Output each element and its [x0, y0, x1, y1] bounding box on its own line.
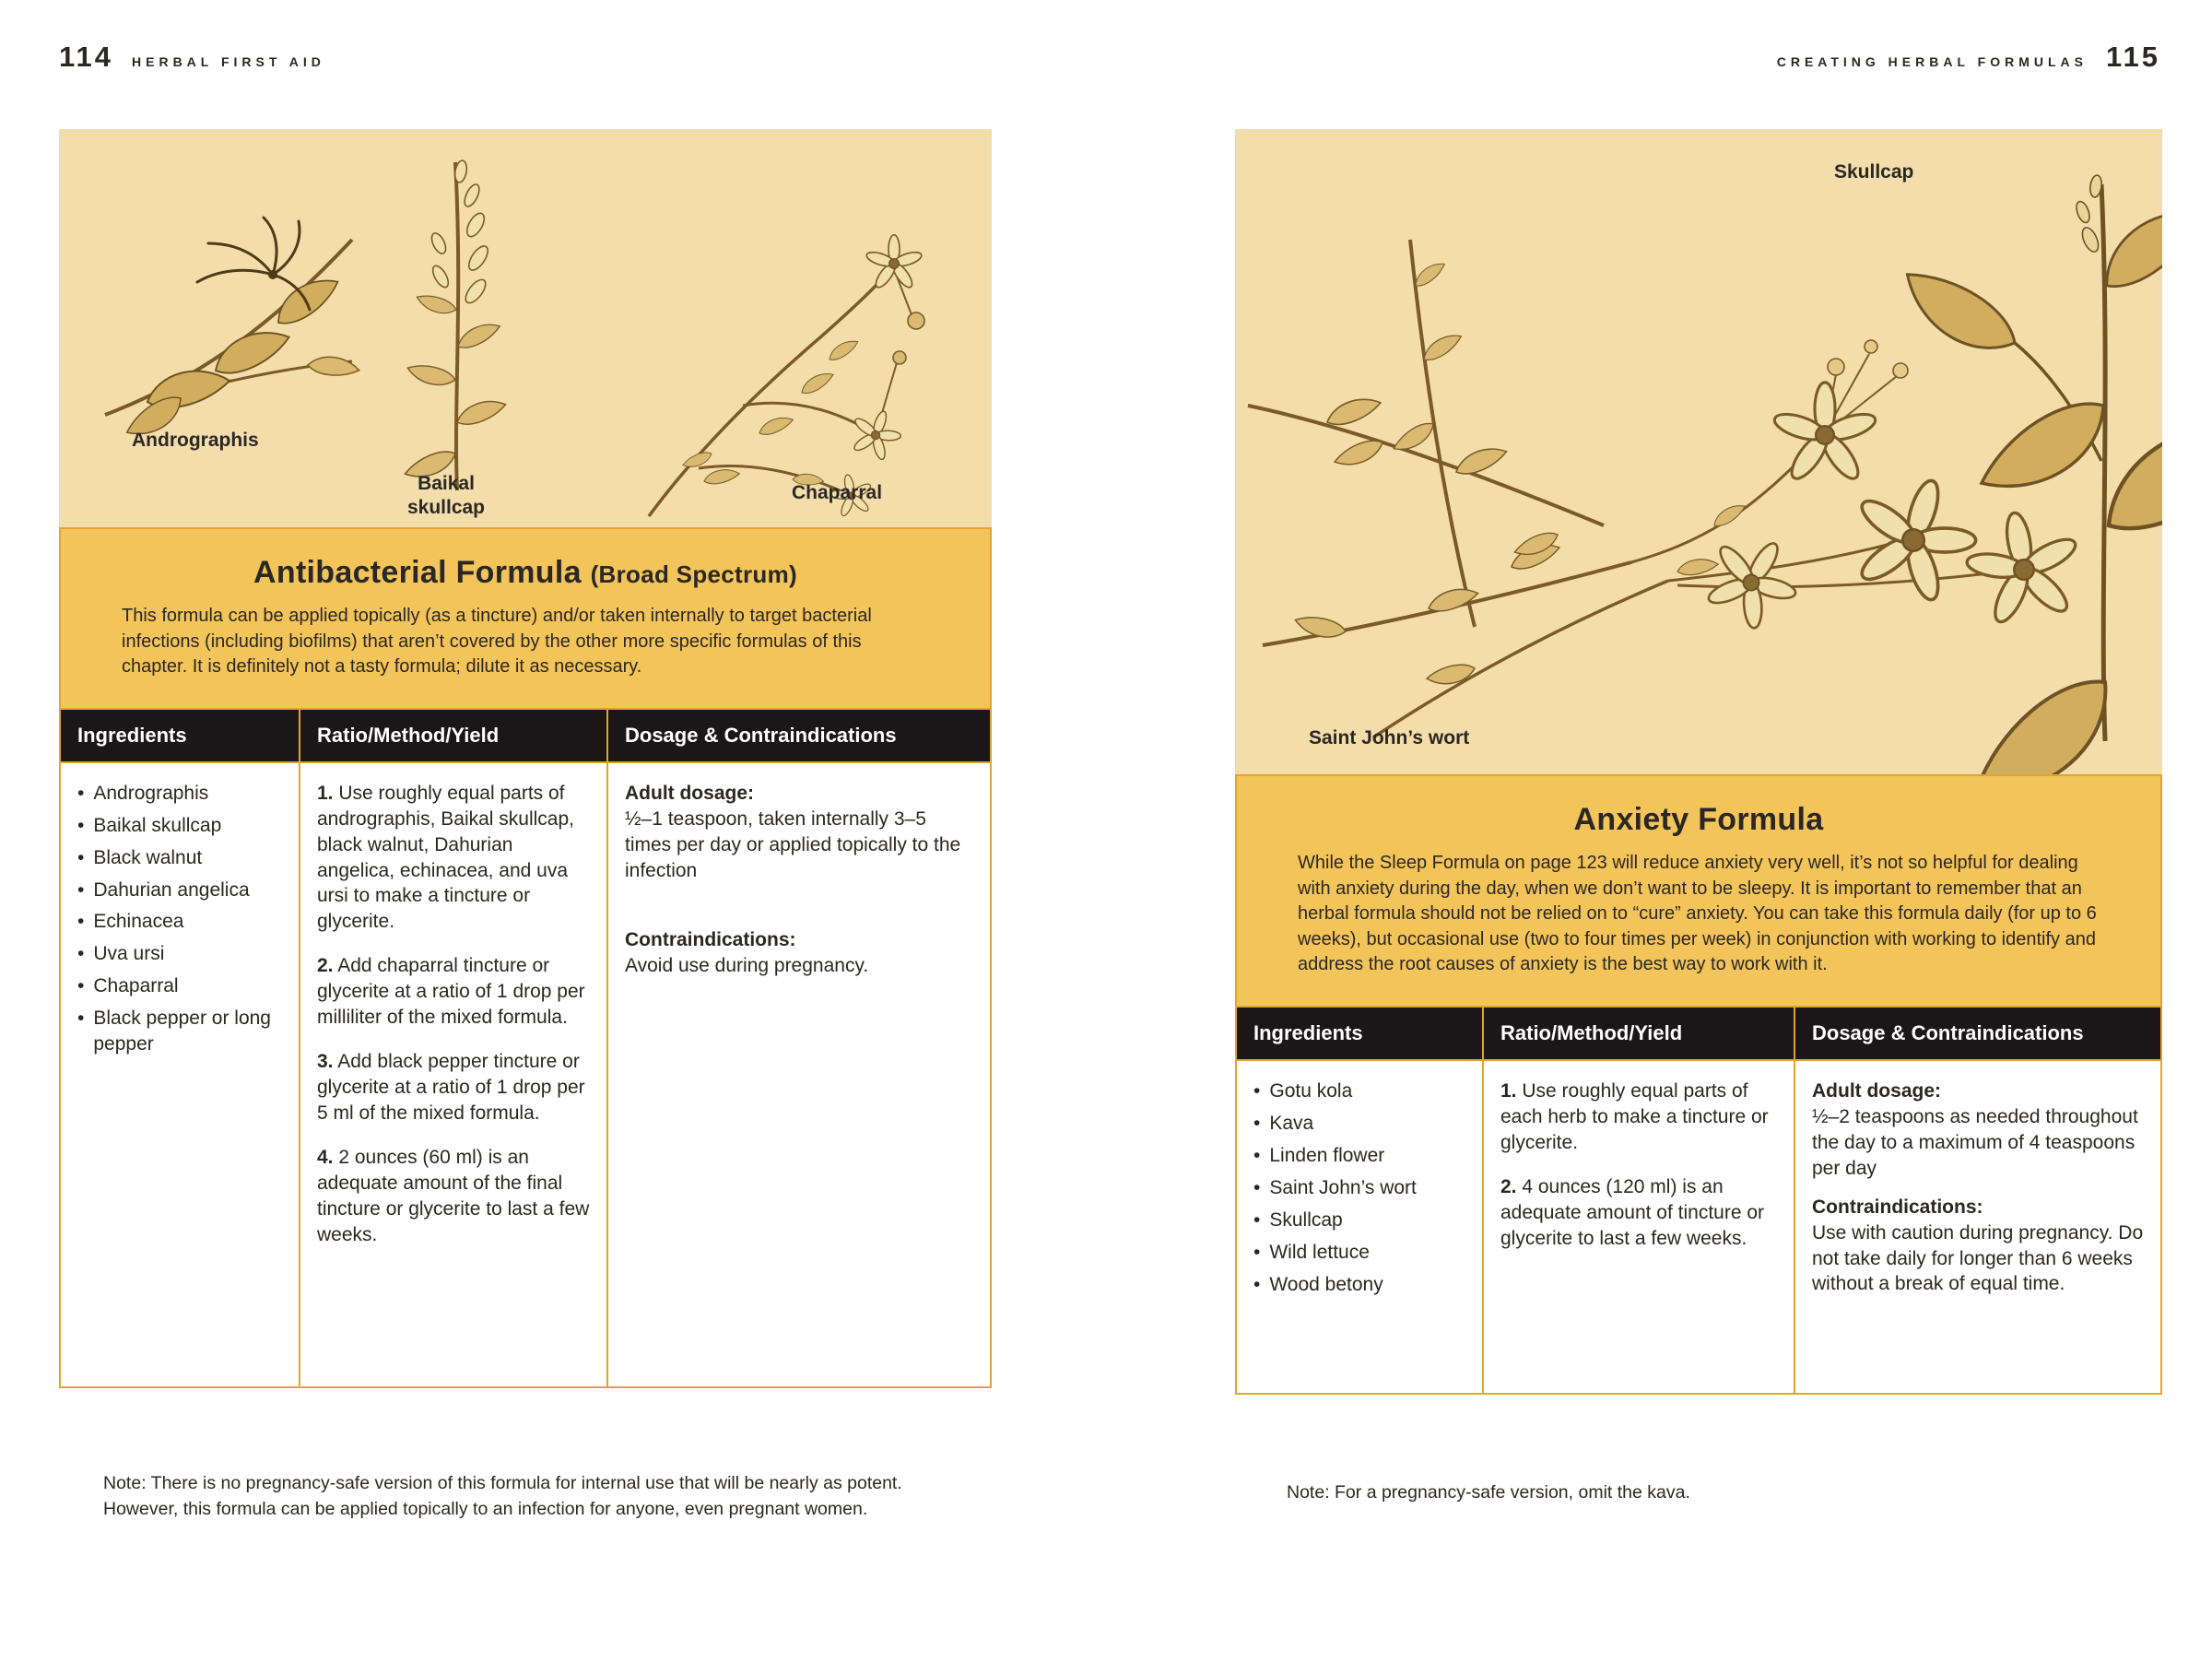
- anxiety-formula-card: [1235, 129, 2162, 1395]
- step-text: Use roughly equal parts of andrographis, Baikal skullcap, black walnut, Dahurian angelica, echinacea, and uva ursi to make a tincture or glycerite.: [317, 782, 574, 933]
- dosage-cell-left: [608, 763, 990, 1386]
- botanical-art-right: [1235, 129, 2162, 774]
- bullet-glyph: •: [77, 943, 85, 965]
- ingredient-item: [1253, 1079, 1465, 1104]
- page-number-left: 114: [59, 41, 114, 73]
- ingredient-item: [77, 941, 282, 967]
- contraindications-text: Use with caution during pregnancy. Do not take daily for longer than 6 weeks without a break of equal time.: [1812, 1221, 2144, 1295]
- formula-title-left: Antibacterial Formula (Broad Spectrum): [253, 555, 797, 590]
- ingredient-item: [77, 845, 282, 871]
- adult-dosage-text: ½–1 teaspoon, taken internally 3–5 times per day or applied topically to the infection: [625, 807, 961, 881]
- table-body-left: [61, 763, 990, 1386]
- ingredient-item: [77, 973, 282, 999]
- step-text: Use roughly equal parts of each herb to make a tincture or glycerite.: [1500, 1079, 1769, 1153]
- ingredients-cell-right: [1237, 1061, 1482, 1393]
- formula-subtitle-left: (Broad Spectrum): [590, 560, 797, 588]
- ingredient-item: [77, 909, 282, 935]
- label-baikal-skullcap: Baikal skullcap: [406, 473, 486, 519]
- bullet-glyph: •: [1253, 1079, 1261, 1102]
- ingredient-item: [1253, 1175, 1465, 1201]
- contraindications-text: Avoid use during pregnancy.: [625, 955, 869, 977]
- step-number: 1.: [1500, 1079, 1517, 1102]
- table-body-right: [1237, 1061, 2160, 1393]
- ingredient-label: Dahurian angelica: [93, 878, 250, 901]
- adult-dosage-label: Adult dosage:: [625, 782, 754, 804]
- label-andrographis: Andrographis: [132, 430, 259, 451]
- ingredient-label: Black walnut: [93, 846, 203, 868]
- method-step: [317, 781, 590, 936]
- page-header-left: [59, 41, 325, 74]
- step-number: 2.: [1500, 1175, 1517, 1197]
- ingredient-label: Wood betony: [1269, 1273, 1383, 1295]
- ingredient-item: [77, 878, 282, 903]
- botanical-art-left: [59, 129, 992, 527]
- formula-intro-right: [1235, 774, 2162, 1006]
- chaparral-art: [649, 235, 924, 520]
- ingredient-item: [77, 813, 282, 839]
- col-header-ingredients: Ingredients: [1237, 1008, 1482, 1059]
- method-step: [1500, 1079, 1777, 1156]
- label-chaparral: Chaparral: [792, 482, 883, 503]
- ingredient-item: [1253, 1208, 1465, 1233]
- table-header-row-right: [1237, 1008, 2160, 1059]
- method-step: [317, 1145, 590, 1248]
- ingredient-label: Black pepper or long pepper: [93, 1008, 271, 1055]
- ingredient-label: Skullcap: [1269, 1208, 1343, 1231]
- baikal-skullcap-art: [402, 159, 508, 490]
- label-skullcap: Skullcap: [1834, 161, 1914, 183]
- col-header-dosage: Dosage & Contraindications: [1795, 1008, 2160, 1059]
- bullet-glyph: •: [77, 1008, 85, 1030]
- ingredient-item: [1253, 1143, 1465, 1169]
- page-header-right: [1777, 41, 2160, 74]
- contraindications-label: Contraindications:: [625, 929, 796, 951]
- step-text: Add black pepper tincture or glycerite at a ratio of 1 drop per 5 ml of the mixed formula.: [317, 1051, 585, 1124]
- bullet-glyph: •: [77, 782, 85, 804]
- ingredient-label: Linden flower: [1269, 1144, 1385, 1166]
- label-saint-johns-wort: Saint John’s wort: [1309, 727, 1470, 748]
- formula-intro-left: [59, 527, 992, 708]
- ingredient-label: Echinacea: [93, 911, 184, 933]
- page-number-right: 115: [2105, 41, 2160, 73]
- footnote-right: Note: For a pregnancy-safe version, omit the kava.: [1287, 1482, 1690, 1503]
- ingredient-label: Wild lettuce: [1269, 1241, 1370, 1263]
- botanical-illustration-left: [59, 129, 992, 527]
- bullet-glyph: •: [1253, 1273, 1261, 1295]
- step-number: 4.: [317, 1146, 334, 1168]
- footnote-left: Note: There is no pregnancy-safe version of this formula for internal use that will be nearly as potent. However, this formula can be applied topically to an infection for anyone, even pregnant women.: [103, 1473, 902, 1519]
- ingredient-item: [77, 1006, 282, 1057]
- method-step: [1500, 1174, 1777, 1252]
- running-head-left: HERBAL FIRST AID: [132, 54, 325, 69]
- ingredient-label: Gotu kola: [1269, 1079, 1353, 1102]
- ingredient-label: Saint John’s wort: [1269, 1176, 1417, 1198]
- ingredient-item: [1253, 1272, 1465, 1298]
- table-header-row-left: [61, 710, 990, 761]
- contraindications-label: Contraindications:: [1812, 1196, 1983, 1218]
- bullet-glyph: •: [1253, 1208, 1261, 1231]
- formula-table-left: [59, 708, 992, 1388]
- bullet-glyph: •: [1253, 1112, 1261, 1134]
- ingredient-label: Uva ursi: [93, 943, 165, 965]
- formula-table-right: [1235, 1006, 2162, 1395]
- method-cell-right: [1484, 1061, 1794, 1393]
- bullet-glyph: •: [77, 878, 85, 901]
- col-header-ingredients: Ingredients: [61, 710, 299, 761]
- bullet-glyph: •: [1253, 1144, 1261, 1166]
- bullet-glyph: •: [77, 911, 85, 933]
- ingredient-label: Baikal skullcap: [93, 814, 222, 836]
- step-number: 2.: [317, 955, 334, 977]
- adult-dosage-label: Adult dosage:: [1812, 1079, 1941, 1102]
- bullet-glyph: •: [77, 846, 85, 868]
- formula-description-right: While the Sleep Formula on page 123 will reduce anxiety very well, it’s not so helpful for dealing with anxiety during the day, when we don’t want to be sleepy. It is important to remember that an herbal formula should not be relied on to “cure” anxiety. You can take this formula daily (for up to 6 weeks), but occasional use (two to four times per week) in conjunction with working to identify and address the root causes of anxiety is the best way to work with it.: [1298, 853, 2097, 975]
- col-header-dosage: Dosage & Contraindications: [608, 710, 990, 761]
- method-step: [317, 1049, 590, 1126]
- ingredient-label: Andrographis: [93, 782, 209, 804]
- ingredient-item: [1253, 1111, 1465, 1137]
- step-text: Add chaparral tincture or glycerite at a ratio of 1 drop per milliliter of the mixed formula.: [317, 955, 585, 1029]
- ingredient-label: Chaparral: [93, 975, 179, 997]
- formula-description-left: This formula can be applied topically (as a tincture) and/or taken internally to target bacterial infections (including biofilms) that aren’t covered by the other more specific formulas of this chapter. It is definitely not a tasty formula; dilute it as necessary.: [122, 606, 872, 678]
- step-number: 1.: [317, 782, 334, 804]
- bullet-glyph: •: [1253, 1176, 1261, 1198]
- step-text: 2 ounces (60 ml) is an adequate amount of the final tincture or glycerite to last a few weeks.: [317, 1146, 590, 1245]
- dosage-cell-right: [1795, 1061, 2160, 1393]
- ingredient-item: [77, 781, 282, 807]
- botanical-illustration-right: [1235, 129, 2162, 774]
- col-header-ratio: Ratio/Method/Yield: [300, 710, 606, 761]
- bullet-glyph: •: [77, 975, 85, 997]
- adult-dosage-text: ½–2 teaspoons as needed throughout the day to a maximum of 4 teaspoons per day: [1812, 1105, 2138, 1179]
- method-cell-left: [300, 763, 606, 1386]
- ingredient-item: [1253, 1240, 1465, 1266]
- col-header-ratio: Ratio/Method/Yield: [1484, 1008, 1794, 1059]
- formula-title-right: Anxiety Formula: [1573, 802, 1824, 837]
- andrographis-art: [105, 218, 360, 444]
- bullet-glyph: •: [77, 814, 85, 836]
- step-number: 3.: [317, 1051, 334, 1073]
- antibacterial-formula-card: [59, 129, 992, 1388]
- method-step: [317, 953, 590, 1031]
- skullcap-art: [1892, 174, 2162, 774]
- step-text: 4 ounces (120 ml) is an adequate amount of tincture or glycerite to last a few weeks.: [1500, 1175, 1765, 1249]
- ingredients-cell-left: [61, 763, 299, 1386]
- running-head-right: CREATING HERBAL FORMULAS: [1776, 54, 2088, 69]
- ingredient-label: Kava: [1269, 1112, 1314, 1134]
- bullet-glyph: •: [1253, 1241, 1261, 1263]
